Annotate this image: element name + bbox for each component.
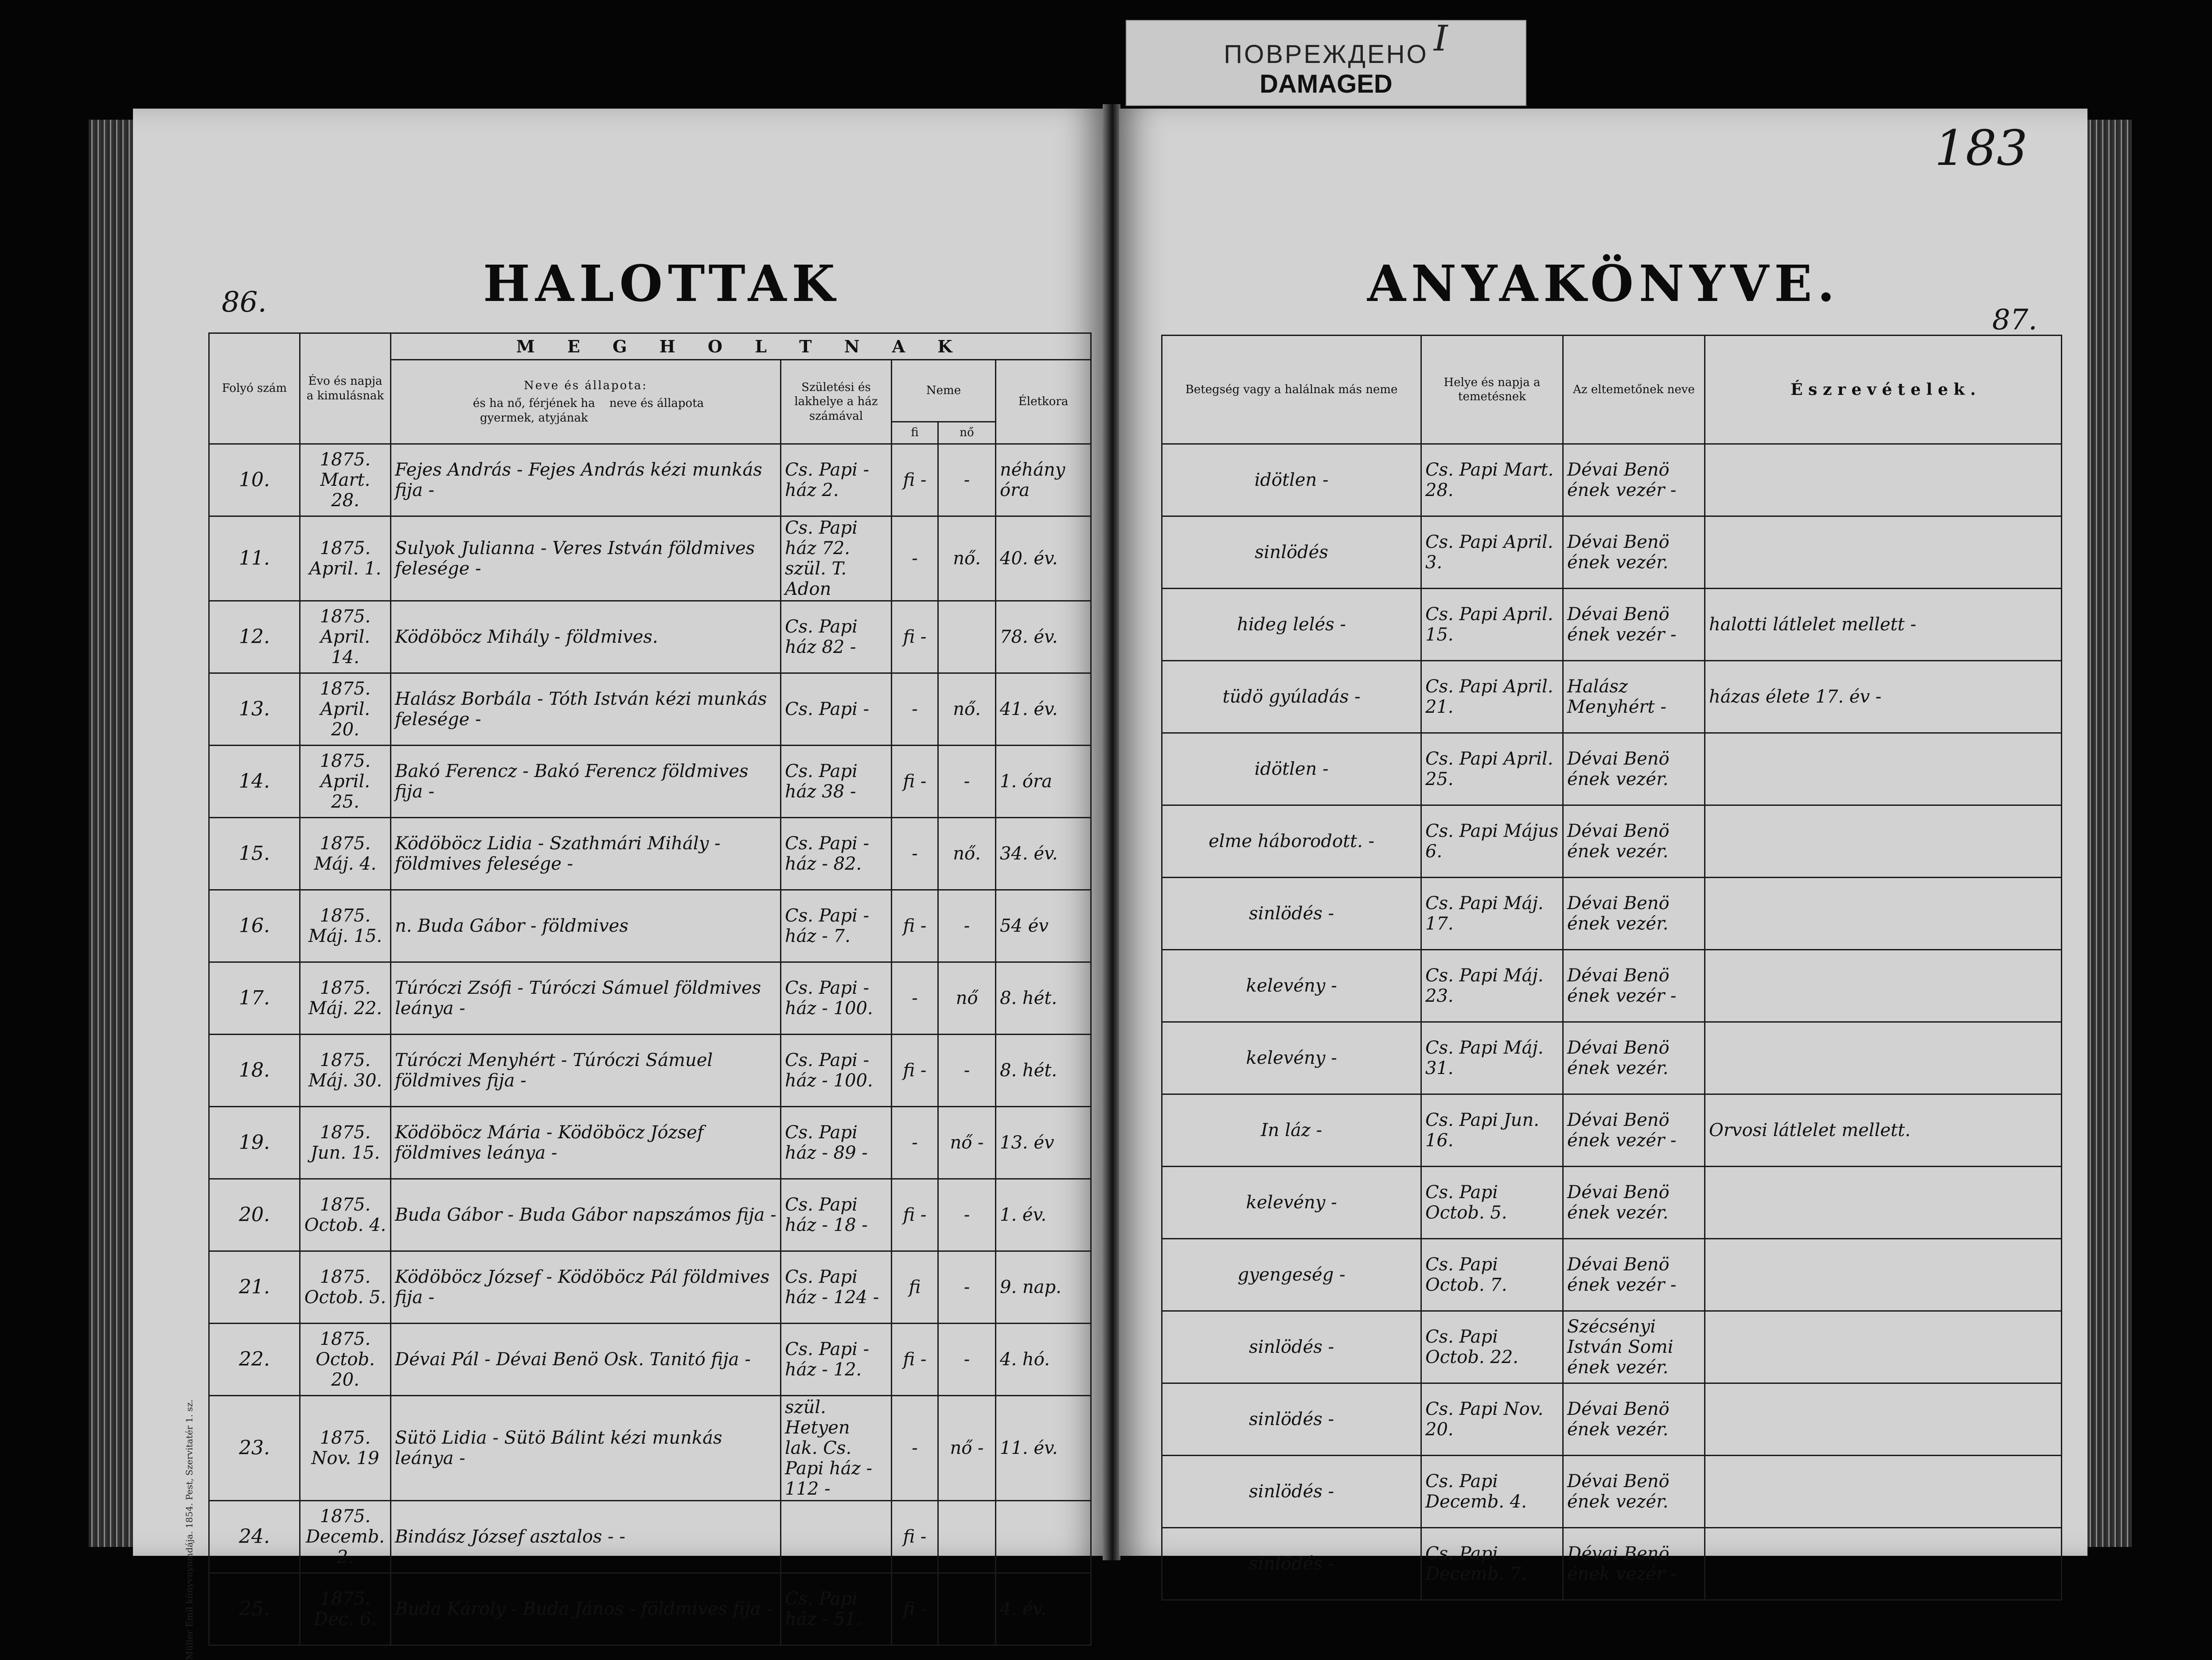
- entry-number: 16.: [209, 890, 300, 962]
- entry-birthplace: Cs. Papi ház 38 -: [781, 746, 892, 818]
- entry-name: Bindász József asztalos - -: [391, 1501, 781, 1573]
- entry-cause-of-death: sinlödés -: [1162, 1383, 1421, 1456]
- entry-sex-male: -: [892, 1396, 938, 1501]
- entry-birthplace: Cs. Papi ház - 89 -: [781, 1107, 892, 1179]
- entry-number: 12.: [209, 601, 300, 673]
- right-page-number: 87.: [1992, 304, 2037, 336]
- entry-age: 8. hét.: [996, 1035, 1091, 1107]
- table-row: [209, 1107, 1091, 1179]
- entry-date: 1875. Octob. 4.: [300, 1179, 391, 1251]
- entry-birthplace: Cs. Papi -: [781, 673, 892, 746]
- entry-officiant: Dévai Benö ének vezér.: [1563, 1456, 1705, 1528]
- table-row: [209, 444, 1091, 516]
- table-row: [1162, 1311, 2062, 1383]
- damaged-stamp: [1126, 20, 1526, 106]
- entry-sex-female: nő.: [938, 673, 996, 746]
- entry-date: 1875. Jun. 15.: [300, 1107, 391, 1179]
- entry-date: 1875. April. 20.: [300, 673, 391, 746]
- table-row: [209, 1324, 1091, 1396]
- table-row: [209, 516, 1091, 601]
- table-row: [1162, 1094, 2062, 1167]
- entry-sex-female: [938, 601, 996, 673]
- entry-cause-of-death: idötlen -: [1162, 444, 1421, 516]
- entry-date: 1875. Dec. 6.: [300, 1573, 391, 1645]
- table-row: [1162, 1167, 2062, 1239]
- entry-burial-place-date: Cs. Papi April. 15.: [1421, 589, 1563, 661]
- entry-name: Sulyok Julianna - Veres István földmives felesége -: [391, 516, 781, 601]
- table-row: [209, 1251, 1091, 1324]
- entry-sex-male: fi -: [892, 601, 938, 673]
- book-edge-left: [89, 120, 133, 1547]
- entry-number: 20.: [209, 1179, 300, 1251]
- stamp-handwritten-mark: I: [1434, 18, 1448, 59]
- entry-cause-of-death: gyengeség -: [1162, 1239, 1421, 1311]
- entry-sex-female: -: [938, 1324, 996, 1396]
- entry-birthplace: Cs. Papi - ház - 12.: [781, 1324, 892, 1396]
- entry-age: 9. nap.: [996, 1251, 1091, 1324]
- entry-name: Ködöböcz Mihály - földmives.: [391, 601, 781, 673]
- entry-burial-place-date: Cs. Papi Octob. 5.: [1421, 1167, 1563, 1239]
- entry-sex-female: nő: [938, 962, 996, 1035]
- header-no: nő: [938, 422, 996, 444]
- entry-sex-male: -: [892, 818, 938, 890]
- entry-birthplace: Cs. Papi ház - 51.: [781, 1573, 892, 1645]
- entry-cause-of-death: idötlen -: [1162, 733, 1421, 805]
- table-row: [1162, 661, 2062, 733]
- table-row: [209, 1396, 1091, 1501]
- book-gutter: [1103, 104, 1120, 1560]
- entry-name: n. Buda Gábor - földmives: [391, 890, 781, 962]
- entry-officiant: Dévai Benö ének vezér -: [1563, 950, 1705, 1022]
- entry-date: 1875. Mart. 28.: [300, 444, 391, 516]
- entry-remarks: [1705, 950, 2062, 1022]
- entry-date: 1875. April. 14.: [300, 601, 391, 673]
- entry-officiant: Dévai Benö ének vezér -: [1563, 1239, 1705, 1311]
- entry-number: 23.: [209, 1396, 300, 1501]
- entry-cause-of-death: kelevény -: [1162, 1167, 1421, 1239]
- entry-age: 1. év.: [996, 1179, 1091, 1251]
- stamp-russian-text: ПОВРЕЖДЕНО: [1224, 40, 1428, 69]
- entry-birthplace: Cs. Papi ház 82 -: [781, 601, 892, 673]
- entry-sex-female: -: [938, 1251, 996, 1324]
- entry-remarks: házas élete 17. év -: [1705, 661, 2062, 733]
- entry-age: 8. hét.: [996, 962, 1091, 1035]
- table-row: [1162, 1239, 2062, 1311]
- entry-sex-male: fi -: [892, 746, 938, 818]
- entry-age: 11. év.: [996, 1396, 1091, 1501]
- entry-officiant: Dévai Benö ének vezér.: [1563, 1167, 1705, 1239]
- header-neve: [391, 360, 781, 444]
- table-row: [209, 962, 1091, 1035]
- entry-sex-male: -: [892, 962, 938, 1035]
- entry-date: 1875. Decemb. 2.: [300, 1501, 391, 1573]
- entry-sex-male: fi -: [892, 890, 938, 962]
- entry-birthplace: Cs. Papi ház - 124 -: [781, 1251, 892, 1324]
- entry-date: 1875. Máj. 15.: [300, 890, 391, 962]
- table-row: [1162, 878, 2062, 950]
- entry-sex-male: fi -: [892, 1573, 938, 1645]
- entry-cause-of-death: elme háborodott. -: [1162, 805, 1421, 878]
- table-row: [209, 818, 1091, 890]
- entry-age: 13. év: [996, 1107, 1091, 1179]
- header-folyo-szam: Folyó szám: [209, 333, 300, 444]
- entry-name: Halász Borbála - Tóth István kézi munkás felesége -: [391, 673, 781, 746]
- entry-burial-place-date: Cs. Papi April. 25.: [1421, 733, 1563, 805]
- entry-number: 13.: [209, 673, 300, 746]
- entry-name: Ködöböcz József - Ködöböcz Pál földmives fija -: [391, 1251, 781, 1324]
- header-szuletesi: Születési és lakhelye a ház számával: [781, 360, 892, 444]
- header-megholtnak: M E G H O L T N A K: [391, 333, 1091, 360]
- entry-officiant: Dévai Benö ének vezér -: [1563, 1528, 1705, 1600]
- entry-sex-male: fi -: [892, 1035, 938, 1107]
- entry-age: 40. év.: [996, 516, 1091, 601]
- entry-number: 25.: [209, 1573, 300, 1645]
- entry-sex-female: [938, 1573, 996, 1645]
- header-eszrevetelek: É s z r e v é t e l e k .: [1705, 336, 2062, 444]
- entry-sex-male: -: [892, 516, 938, 601]
- entry-cause-of-death: sinlödés -: [1162, 1528, 1421, 1600]
- entry-sex-male: fi -: [892, 1179, 938, 1251]
- entry-cause-of-death: sinlödés -: [1162, 1311, 1421, 1383]
- table-row: [1162, 444, 2062, 516]
- entry-birthplace: Cs. Papi - ház - 82.: [781, 818, 892, 890]
- entry-sex-male: fi -: [892, 444, 938, 516]
- entry-remarks: [1705, 733, 2062, 805]
- book-edge-right: [2087, 120, 2132, 1547]
- entry-officiant: Dévai Benö ének vezér -: [1563, 1094, 1705, 1167]
- table-row: [1162, 950, 2062, 1022]
- entry-burial-place-date: Cs. Papi April. 3.: [1421, 516, 1563, 589]
- entry-officiant: Dévai Benö ének vezér.: [1563, 733, 1705, 805]
- entry-birthplace: Cs. Papi - ház - 7.: [781, 890, 892, 962]
- header-eltemeto: Az eltemetőnek neve: [1563, 336, 1705, 444]
- header-neve-sub2: neve és állapota: [609, 397, 704, 410]
- entry-date: 1875. Octob. 20.: [300, 1324, 391, 1396]
- table-row: [209, 1035, 1091, 1107]
- header-fi: fi: [892, 422, 938, 444]
- entry-remarks: Orvosi látlelet mellett.: [1705, 1094, 2062, 1167]
- entry-number: 19.: [209, 1107, 300, 1179]
- entry-sex-female: nő.: [938, 818, 996, 890]
- entry-sex-female: -: [938, 890, 996, 962]
- entry-officiant: Dévai Benö ének vezér.: [1563, 516, 1705, 589]
- entry-cause-of-death: sinlödés: [1162, 516, 1421, 589]
- entry-age: 4. hó.: [996, 1324, 1091, 1396]
- entry-cause-of-death: kelevény -: [1162, 950, 1421, 1022]
- entry-birthplace: szül. Hetyen lak. Cs. Papi ház - 112 -: [781, 1396, 892, 1501]
- entry-burial-place-date: Cs. Papi Octob. 7.: [1421, 1239, 1563, 1311]
- table-row: [209, 673, 1091, 746]
- entry-name: Bakó Ferencz - Bakó Ferencz földmives fija -: [391, 746, 781, 818]
- entry-age: 34. év.: [996, 818, 1091, 890]
- folio-number: 183: [1935, 120, 2028, 176]
- header-neve-title: Neve és állapota:: [523, 379, 648, 392]
- entry-officiant: Dévai Benö ének vezér -: [1563, 589, 1705, 661]
- table-row: [209, 1573, 1091, 1645]
- entry-sex-female: [938, 1501, 996, 1573]
- table-row: [209, 1501, 1091, 1573]
- entry-date: 1875. Máj. 30.: [300, 1035, 391, 1107]
- entry-burial-place-date: Cs. Papi Octob. 22.: [1421, 1311, 1563, 1383]
- entry-sex-male: -: [892, 1107, 938, 1179]
- header-eletkora: Életkora: [996, 360, 1091, 444]
- entry-sex-male: fi: [892, 1251, 938, 1324]
- entry-sex-male: fi -: [892, 1324, 938, 1396]
- entry-remarks: [1705, 1383, 2062, 1456]
- table-row: [1162, 1528, 2062, 1600]
- left-register-table: [208, 332, 1092, 1646]
- right-register-body: [1162, 444, 2062, 1600]
- entry-cause-of-death: sinlödés -: [1162, 1456, 1421, 1528]
- entry-remarks: [1705, 1456, 2062, 1528]
- entry-birthplace: Cs. Papi ház 72. szül. T. Adon: [781, 516, 892, 601]
- entry-burial-place-date: Cs. Papi Decemb. 7.: [1421, 1528, 1563, 1600]
- entry-age: [996, 1501, 1091, 1573]
- entry-birthplace: Cs. Papi - ház - 100.: [781, 962, 892, 1035]
- entry-sex-female: -: [938, 1179, 996, 1251]
- entry-burial-place-date: Cs. Papi Jun. 16.: [1421, 1094, 1563, 1167]
- entry-age: 54 év: [996, 890, 1091, 962]
- right-register-table: [1161, 335, 2062, 1601]
- table-row: [209, 890, 1091, 962]
- entry-officiant: Dévai Benö ének vezér.: [1563, 805, 1705, 878]
- header-betegseg: Betegség vagy a halálnak más neme: [1162, 336, 1421, 444]
- entry-officiant: Dévai Benö ének vezér.: [1563, 1022, 1705, 1094]
- entry-name: Túróczi Zsófi - Túróczi Sámuel földmives leánya -: [391, 962, 781, 1035]
- entry-sex-female: -: [938, 1035, 996, 1107]
- entry-age: 41. év.: [996, 673, 1091, 746]
- entry-birthplace: [781, 1501, 892, 1573]
- left-register-body: [209, 444, 1091, 1645]
- entry-sex-male: fi -: [892, 1501, 938, 1573]
- entry-birthplace: Cs. Papi - ház 2.: [781, 444, 892, 516]
- printer-imprint: Müller Emil könyvnyomdája. 1854. Pest, Szervitatér 1. sz.: [184, 1399, 195, 1660]
- entry-number: 11.: [209, 516, 300, 601]
- left-page-number: 86.: [222, 286, 267, 319]
- entry-name: Ködöböcz Mária - Ködöböcz József földmives leánya -: [391, 1107, 781, 1179]
- entry-name: Dévai Pál - Dévai Benö Osk. Tanitó fija -: [391, 1324, 781, 1396]
- entry-number: 24.: [209, 1501, 300, 1573]
- entry-birthplace: Cs. Papi ház - 18 -: [781, 1179, 892, 1251]
- entry-age: 4. év.: [996, 1573, 1091, 1645]
- entry-name: Buda Károly - Buda János - földmives fija -: [391, 1573, 781, 1645]
- entry-date: 1875. Octob. 5.: [300, 1251, 391, 1324]
- entry-age: néhány óra: [996, 444, 1091, 516]
- left-page: [133, 109, 1104, 1660]
- entry-number: 14.: [209, 746, 300, 818]
- entry-number: 18.: [209, 1035, 300, 1107]
- entry-remarks: halotti látlelet mellett -: [1705, 589, 2062, 661]
- entry-date: 1875. Nov. 19: [300, 1396, 391, 1501]
- entry-burial-place-date: Cs. Papi April. 21.: [1421, 661, 1563, 733]
- entry-sex-male: -: [892, 673, 938, 746]
- entry-name: Fejes András - Fejes András kézi munkás fija -: [391, 444, 781, 516]
- entry-burial-place-date: Cs. Papi Máj. 23.: [1421, 950, 1563, 1022]
- entry-cause-of-death: hideg lelés -: [1162, 589, 1421, 661]
- table-row: [209, 601, 1091, 673]
- entry-name: Túróczi Menyhért - Túróczi Sámuel földmives fija -: [391, 1035, 781, 1107]
- entry-number: 15.: [209, 818, 300, 890]
- entry-cause-of-death: tüdö gyúladás -: [1162, 661, 1421, 733]
- entry-sex-female: nő -: [938, 1396, 996, 1501]
- entry-sex-female: nő -: [938, 1107, 996, 1179]
- right-page: [1119, 109, 2087, 1584]
- entry-number: 22.: [209, 1324, 300, 1396]
- entry-cause-of-death: In láz -: [1162, 1094, 1421, 1167]
- entry-date: 1875. April. 25.: [300, 746, 391, 818]
- entry-remarks: [1705, 1528, 2062, 1600]
- entry-sex-female: nő.: [938, 516, 996, 601]
- entry-birthplace: Cs. Papi - ház - 100.: [781, 1035, 892, 1107]
- entry-officiant: Dévai Benö ének vezér -: [1563, 444, 1705, 516]
- header-neme: Neme: [892, 360, 996, 422]
- entry-officiant: Szécsényi István Somi ének vezér.: [1563, 1311, 1705, 1383]
- entry-remarks: [1705, 1311, 2062, 1383]
- entry-number: 21.: [209, 1251, 300, 1324]
- header-neve-sub1: és ha nő, férjének ha gyermek, atyjának: [472, 397, 595, 425]
- table-row: [209, 1179, 1091, 1251]
- entry-remarks: [1705, 516, 2062, 589]
- entry-number: 17.: [209, 962, 300, 1035]
- entry-date: 1875. Máj. 4.: [300, 818, 391, 890]
- entry-burial-place-date: Cs. Papi Mart. 28.: [1421, 444, 1563, 516]
- entry-officiant: Dévai Benö ének vezér.: [1563, 1383, 1705, 1456]
- entry-remarks: [1705, 805, 2062, 878]
- table-row: [1162, 1456, 2062, 1528]
- entry-number: 10.: [209, 444, 300, 516]
- header-helye: Helye és napja a temetésnek: [1421, 336, 1563, 444]
- entry-burial-place-date: Cs. Papi Máj. 31.: [1421, 1022, 1563, 1094]
- table-row: [1162, 733, 2062, 805]
- table-row: [1162, 1022, 2062, 1094]
- entry-remarks: [1705, 878, 2062, 950]
- entry-cause-of-death: kelevény -: [1162, 1022, 1421, 1094]
- left-page-title: HALOTTAK: [483, 255, 840, 313]
- entry-age: 78. év.: [996, 601, 1091, 673]
- entry-name: Ködöböcz Lidia - Szathmári Mihály - földmives felesége -: [391, 818, 781, 890]
- entry-remarks: [1705, 444, 2062, 516]
- entry-sex-female: -: [938, 746, 996, 818]
- right-page-title: ANYAKÖNYVE.: [1367, 255, 1840, 313]
- entry-burial-place-date: Cs. Papi Nov. 20.: [1421, 1383, 1563, 1456]
- entry-age: 1. óra: [996, 746, 1091, 818]
- table-row: [1162, 1383, 2062, 1456]
- entry-remarks: [1705, 1167, 2062, 1239]
- entry-remarks: [1705, 1022, 2062, 1094]
- table-row: [1162, 516, 2062, 589]
- table-row: [1162, 589, 2062, 661]
- entry-burial-place-date: Cs. Papi Május 6.: [1421, 805, 1563, 878]
- stamp-english-text: DAMAGED: [1260, 70, 1393, 98]
- entry-burial-place-date: Cs. Papi Máj. 17.: [1421, 878, 1563, 950]
- entry-officiant: Dévai Benö ének vezér.: [1563, 878, 1705, 950]
- entry-name: Buda Gábor - Buda Gábor napszámos fija -: [391, 1179, 781, 1251]
- table-row: [1162, 805, 2062, 878]
- entry-date: 1875. April. 1.: [300, 516, 391, 601]
- entry-name: Sütö Lidia - Sütö Bálint kézi munkás leánya -: [391, 1396, 781, 1501]
- entry-cause-of-death: sinlödés -: [1162, 878, 1421, 950]
- entry-remarks: [1705, 1239, 2062, 1311]
- header-evo: Évo és napja a kimulásnak: [300, 333, 391, 444]
- entry-date: 1875. Máj. 22.: [300, 962, 391, 1035]
- entry-sex-female: -: [938, 444, 996, 516]
- entry-officiant: Halász Menyhért -: [1563, 661, 1705, 733]
- entry-burial-place-date: Cs. Papi Decemb. 4.: [1421, 1456, 1563, 1528]
- table-row: [209, 746, 1091, 818]
